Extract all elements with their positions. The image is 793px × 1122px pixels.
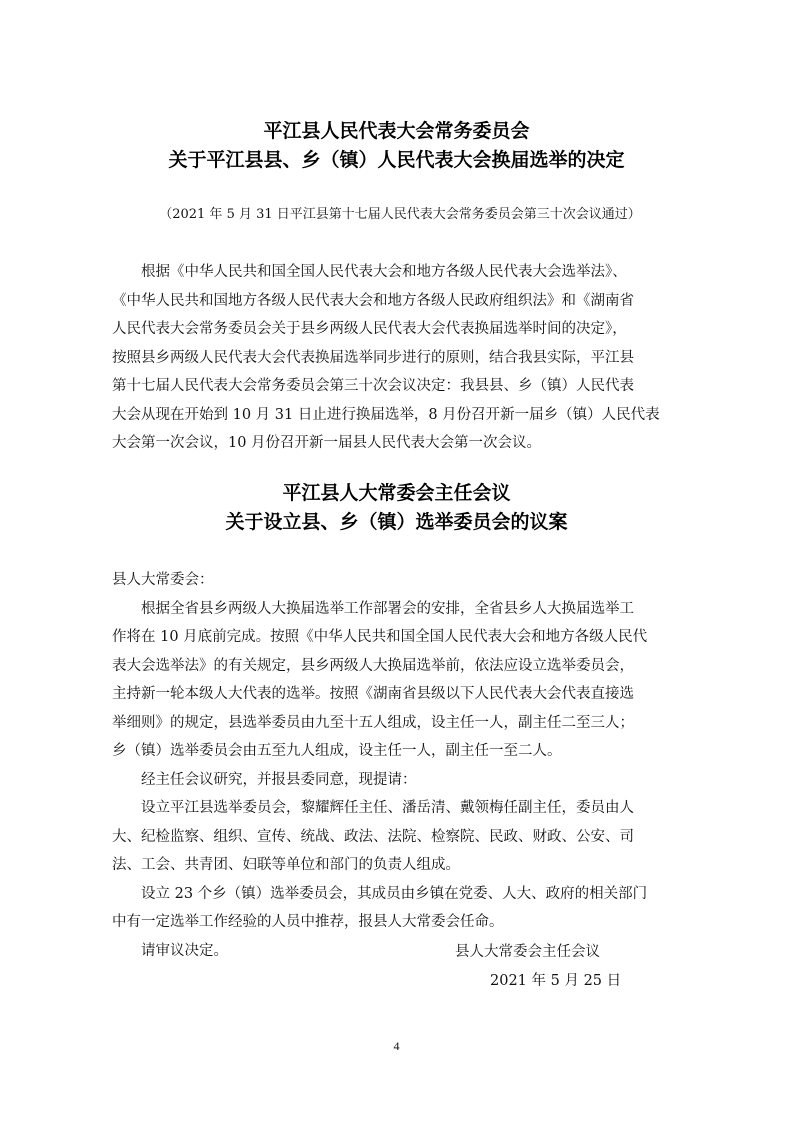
- body-line: 作将在 10 月底前完成。按照《中华人民共和国全国人民代表大会和地方各级人民代: [112, 629, 648, 645]
- body-line: 大会第一次会议，10 月份召开新一届县人民代表大会第一次会议。: [112, 435, 542, 451]
- proposal-title-line2: 关于设立县、乡（镇）选举委员会的议案: [225, 511, 568, 533]
- salutation: 县人大常委会：: [112, 572, 214, 588]
- decision-body: [112, 258, 696, 458]
- body-line: 设立平江县选举委员会，黎耀辉任主任、潘岳清、戴领梅任副主任，委员由人: [141, 800, 634, 816]
- body-line: 经主任会议研究，并报县委同意，现提请：: [141, 771, 417, 788]
- body-line: 举细则》的规定，县选举委员由九至十五人组成，设主任一人，副主任二至三人；: [112, 714, 634, 731]
- page-number: 4: [393, 1039, 400, 1053]
- decision-adoption-note: （2021 年 5 月 31 日平江县第十七届人民代表大会常务委员会第三十次会议通过）: [159, 207, 641, 222]
- body-line: 人民代表大会常务委员会关于县乡两级人民代表大会代表换届选举时间的决定》，: [112, 321, 627, 337]
- signature: 县人大常委会主任会议: [455, 944, 600, 960]
- body-line: 表大会选举法》的有关规定，县乡两级人大换届选举前，依法应设立选举委员会，: [112, 657, 634, 674]
- body-line: 中有一定选举工作经验的人员中推荐，报县人大常委会任命。: [112, 914, 504, 930]
- body-line: 大会从现在开始到 10 月 31 日止进行换届选举，8 月份召开新一届乡（镇）人民代表: [112, 406, 660, 423]
- body-line: 设立 23 个乡（镇）选举委员会，其成员由乡镇在党委、人大、政府的相关部门: [141, 885, 648, 902]
- body-line: 大、纪检监察、组织、宣传、统战、政法、法院、检察院、民政、财政、公安、司: [112, 828, 634, 845]
- decision-title-line2: 关于平江县县、乡（镇）人民代表大会换届选举的决定: [168, 149, 625, 171]
- signature-date: 2021 年 5 月 25 日: [490, 973, 622, 989]
- body-line: 根据《中华人民共和国全国人民代表大会和地方各级人民代表大会选举法》、: [141, 264, 627, 280]
- body-line: 《中华人民共和国地方各级人民代表大会和地方各级人民政府组织法》和《湖南省: [112, 292, 634, 309]
- body-line: 第十七届人民代表大会常务委员会第三十次会议决定：我县县、乡（镇）人民代表: [112, 378, 634, 394]
- decision-title-line1: 平江县人民代表大会常务委员会: [263, 120, 530, 142]
- body-line: 请审议决定。: [141, 942, 228, 959]
- body-line: 法、工会、共青团、妇联等单位和部门的负责人组成。: [112, 857, 460, 873]
- proposal-title-line1: 平江县人大常委会主任会议: [282, 482, 511, 504]
- body-line: 按照县乡两级人民代表大会代表换届选举同步进行的原则，结合我县实际，平江县: [112, 349, 634, 366]
- body-line: 乡（镇）选举委员会由五至九人组成，设主任一人，副主任一至二人。: [112, 743, 562, 759]
- body-line: 主持新一轮本级人大代表的选举。按照《湖南省县级以下人民代表大会代表直接选: [112, 686, 634, 702]
- proposal-body: [112, 566, 696, 965]
- body-line: 根据全省县乡两级人大换届选举工作部署会的安排，全省县乡人大换届选举工: [141, 600, 634, 617]
